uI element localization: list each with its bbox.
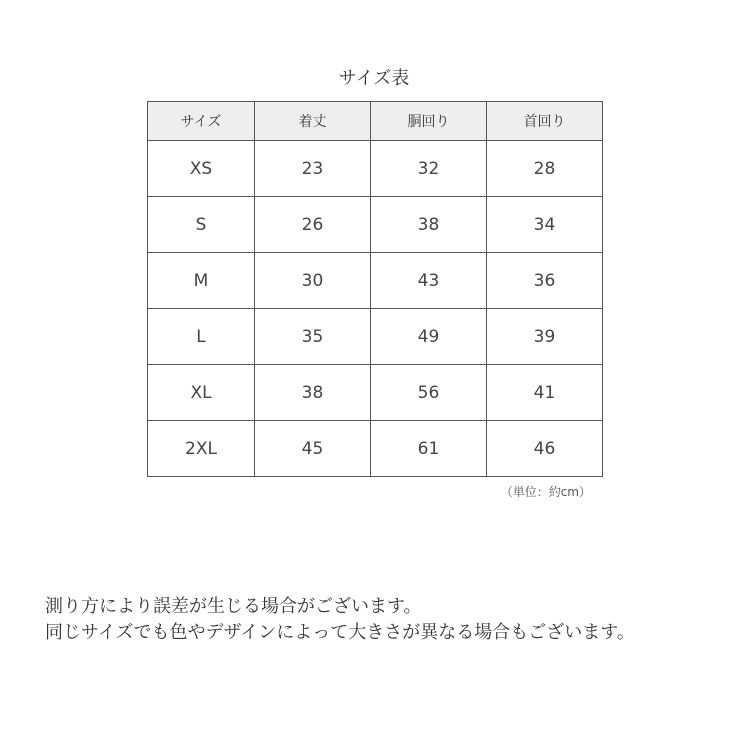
- length-cell: 38: [255, 365, 371, 421]
- size-table: [147, 101, 603, 477]
- neck-cell: 39: [487, 309, 603, 365]
- page-title: サイズ表: [338, 68, 410, 89]
- column-header-size: サイズ: [148, 102, 255, 141]
- table-row: [148, 421, 603, 477]
- length-cell: 35: [255, 309, 371, 365]
- unit-note: （単位：約cm）: [500, 485, 591, 499]
- size-cell: XS: [148, 141, 255, 197]
- column-header-neck: 首回り: [487, 102, 603, 141]
- length-cell: 23: [255, 141, 371, 197]
- note-line: 測り方により誤差が生じる場合がございます。: [45, 596, 422, 617]
- column-header-chest: 胴回り: [371, 102, 487, 141]
- size-cell: L: [148, 309, 255, 365]
- table-row: [148, 253, 603, 309]
- chest-cell: 38: [371, 197, 487, 253]
- size-cell: 2XL: [148, 421, 255, 477]
- notes: [45, 594, 725, 646]
- column-header-length: 着丈: [255, 102, 371, 141]
- length-cell: 30: [255, 253, 371, 309]
- neck-cell: 34: [487, 197, 603, 253]
- table-row: [148, 197, 603, 253]
- chest-cell: 32: [371, 141, 487, 197]
- chest-cell: 49: [371, 309, 487, 365]
- note-line: 同じサイズでも色やデザインによって大きさが異なる場合もございます。: [45, 622, 635, 643]
- neck-cell: 41: [487, 365, 603, 421]
- length-cell: 26: [255, 197, 371, 253]
- length-cell: 45: [255, 421, 371, 477]
- chest-cell: 61: [371, 421, 487, 477]
- neck-cell: 28: [487, 141, 603, 197]
- chest-cell: 43: [371, 253, 487, 309]
- size-cell: S: [148, 197, 255, 253]
- size-cell: XL: [148, 365, 255, 421]
- table-header-row: [148, 102, 603, 141]
- size-cell: M: [148, 253, 255, 309]
- table-row: [148, 365, 603, 421]
- neck-cell: 46: [487, 421, 603, 477]
- table-row: [148, 141, 603, 197]
- neck-cell: 36: [487, 253, 603, 309]
- chest-cell: 56: [371, 365, 487, 421]
- table-row: [148, 309, 603, 365]
